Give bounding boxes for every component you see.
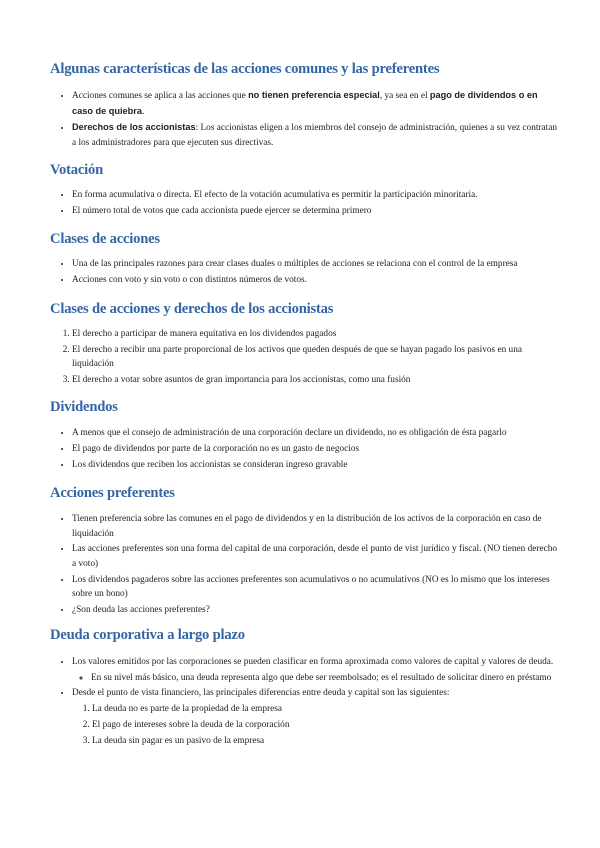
list-item: • Los dividendos que reciben los accionistas se consideran ingreso gravable <box>72 458 560 473</box>
section-heading: Acciones preferentes <box>50 485 175 501</box>
text-run: : Los accionistas eligen a los miembros del consejo de administración, quienes a su vez contratan a los administradores para que ejecuten sus directivas. <box>72 123 558 148</box>
sub-list-item: 2. El pago de intereses sobre la deuda de la corporación <box>92 718 560 733</box>
bold-text: no tienen preferencia especial <box>248 90 380 100</box>
text-run: , ya sea en el <box>379 91 430 101</box>
bullet-list <box>50 88 560 151</box>
sub-numbered-list <box>72 702 560 748</box>
section-clases-acciones <box>50 230 560 289</box>
list-item: 3. El derecho a votar sobre asuntos de gran importancia para los accionistas, como una fusión <box>72 373 560 388</box>
bullet-list <box>50 426 560 472</box>
bullet-list <box>50 188 560 218</box>
list-item: • Las acciones preferentes son una forma del capital de una corporación, desde el punto de vist jurídico y fiscal. (NO tienen derecho a voto) <box>72 542 560 571</box>
bullet-list <box>50 257 560 287</box>
list-item: • Acciones con voto y sin voto o con distintos números de votos. <box>72 273 560 288</box>
list-item: • A menos que el consejo de administración de una corporación declare un dividendo, no es obligación de ésta pagarlo <box>72 426 560 441</box>
section-heading: Clases de acciones y derechos de los accionistas <box>50 301 334 317</box>
section-heading: Clases de acciones <box>50 231 160 247</box>
list-item: • ¿Son deuda las acciones preferentes? <box>72 603 560 618</box>
sub-list-item: ◦ En su nivel más básico, una deuda representa algo que debe ser reembolsado; es el resultado de solicitar dinero en préstamo <box>91 671 560 686</box>
bullet-list <box>50 655 560 748</box>
list-item <box>72 655 560 685</box>
bullet-list <box>50 512 560 618</box>
list-item: • El número total de votos que cada accionista puede ejercer se determina primero <box>72 204 560 219</box>
list-item: 1. El derecho a participar de manera equitativa en los dividendos pagados <box>72 327 560 342</box>
list-item <box>72 686 560 748</box>
text-run: . <box>141 106 145 117</box>
section-heading: Votación <box>50 162 103 178</box>
numbered-list <box>50 327 560 388</box>
section-votacion <box>50 161 560 220</box>
section-heading: Dividendos <box>50 399 118 415</box>
list-item: • Tienen preferencia sobre las comunes en el pago de dividendos y en la distribución de los activos de la corporación en caso de liquidación <box>72 512 560 541</box>
section-derechos-accionistas <box>50 300 560 389</box>
sub-list-item: 1. La deuda no es parte de la propiedad de la empresa <box>92 702 560 717</box>
text-run: Acciones comunes se aplica a las acciones que <box>72 91 249 101</box>
section-deuda-corporativa <box>50 626 560 749</box>
sub-bullet-list <box>72 671 560 686</box>
list-item: 2. El derecho a recibir una parte proporcional de los activos que queden después de que se hayan pagado los pasivos en una liquidación <box>72 343 560 372</box>
section-heading: Deuda corporativa a largo plazo <box>50 627 245 643</box>
section-dividendos <box>50 398 560 473</box>
list-item <box>72 88 560 119</box>
list-item: • El pago de dividendos por parte de la corporación no es un gasto de negocios <box>72 442 560 457</box>
section-heading: Algunas características de las acciones comunes y las preferentes <box>50 61 440 77</box>
list-item: • En forma acumulativa o directa. El efecto de la votación acumulativa es permitir la participación minoritaria. <box>72 188 560 203</box>
list-item: • Los dividendos pagaderos sobre las acciones preferentes son acumulativos o no acumulativos (NO es lo mismo que los intereses sobre un bono) <box>72 573 560 602</box>
section-acciones-preferentes <box>50 484 560 619</box>
list-item <box>72 120 560 150</box>
list-item: • Una de las principales razones para crear clases duales o múltiples de acciones se relaciona con el control de la empresa <box>72 257 560 272</box>
sub-list-item: 3. La deuda sin pagar es un pasivo de la empresa <box>92 734 560 749</box>
bold-text: Derechos de los accionistas <box>72 122 196 133</box>
list-item-text: Los valores emitidos por las corporaciones se pueden clasificar en forma aproximada como valores de capital y valores de deuda. <box>72 657 554 667</box>
bold-text: pago de dividendos o en caso de quiebra <box>72 90 538 116</box>
section-caracteristicas <box>50 60 560 152</box>
list-item-text: Desde el punto de vista financiero, las principales diferencias entre deuda y capital son las siguientes: <box>72 688 450 699</box>
